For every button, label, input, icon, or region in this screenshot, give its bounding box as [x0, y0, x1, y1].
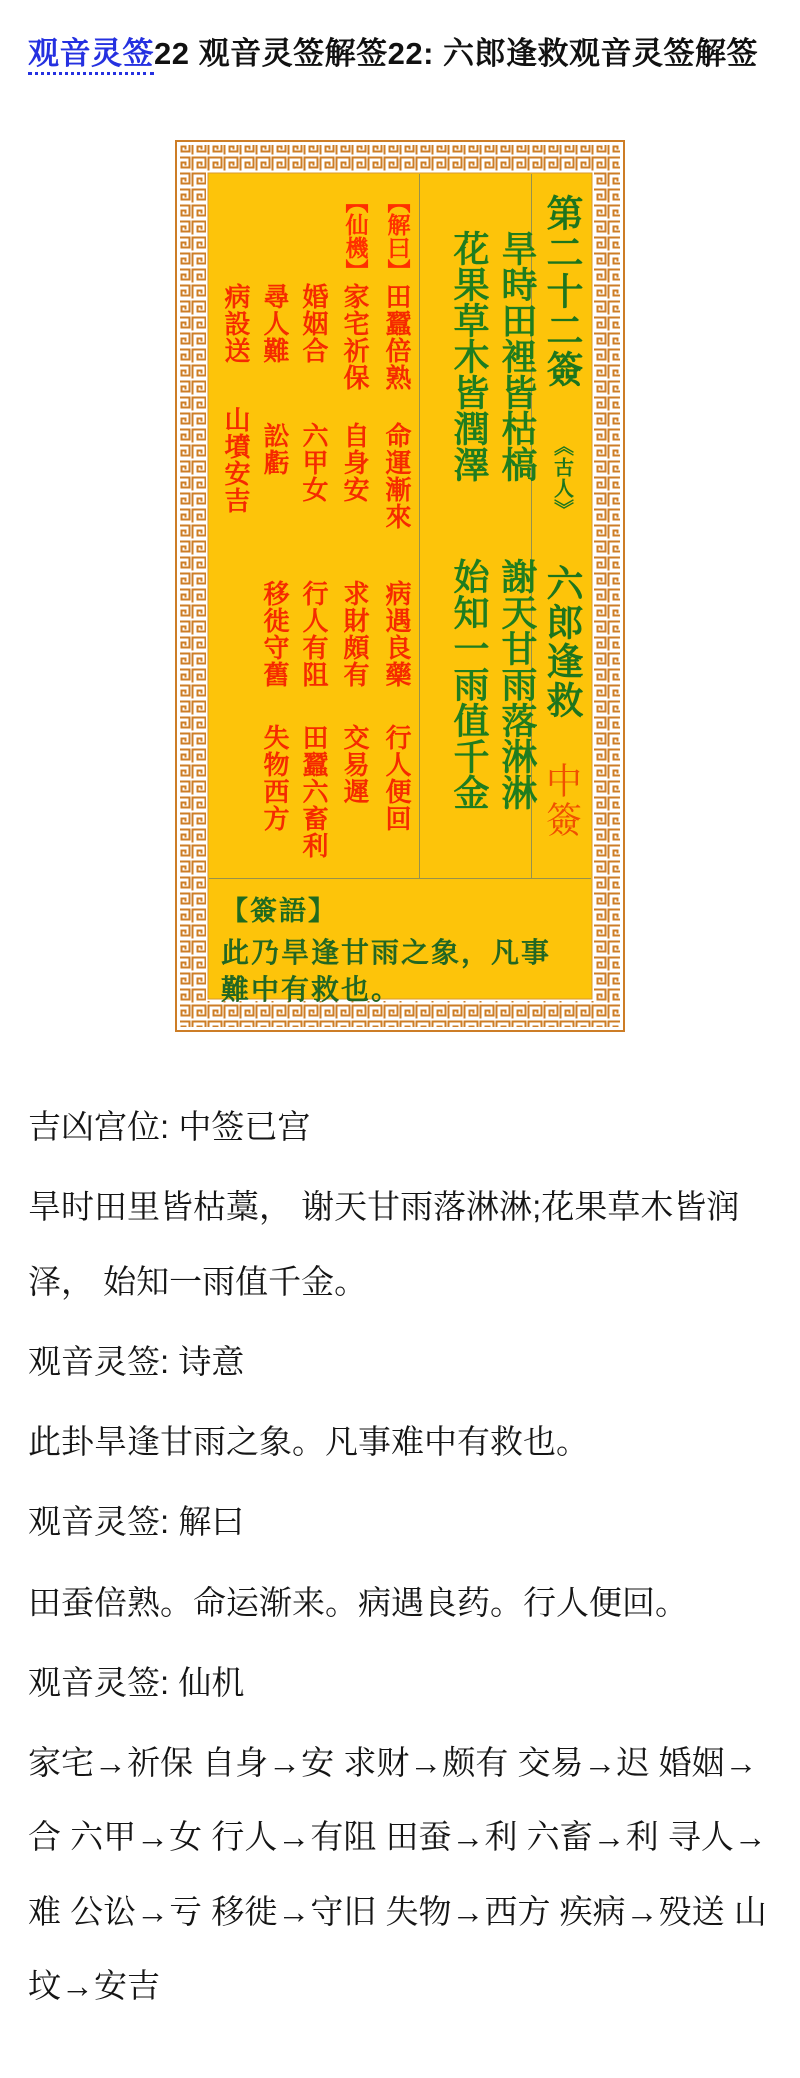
xianji-item: 訟虧 — [260, 422, 290, 476]
card-title-column — [532, 174, 591, 878]
card-jieyue-xianji-section — [209, 174, 420, 878]
jieyue-item: 田蠶倍熟 — [382, 283, 412, 391]
xianji-item: 移徙守舊 — [260, 580, 290, 688]
poem-line: 旱時田裡皆枯槁 — [497, 230, 538, 482]
xianji-item: 田蠶六畜利 — [299, 724, 329, 859]
sign-grade: 中簽 — [541, 762, 583, 840]
xianji-header: 【仙機】 — [342, 190, 369, 282]
xianji-item: 求財頗有 — [340, 580, 370, 688]
card-qianyu-section — [209, 878, 591, 1005]
jieyue-label: 观音灵签: 解曰 — [28, 1503, 245, 1541]
card-top-area — [209, 174, 591, 878]
qianyu-text: 此乃旱逢甘雨之象，凡事難中有救也。 — [221, 937, 552, 1005]
xianji-item: 失物西方 — [260, 724, 290, 832]
xianji-item: 自身安 — [340, 422, 370, 503]
gongwei-line: 吉凶宫位: 中签已宫 — [28, 1108, 311, 1145]
card-inner — [209, 174, 591, 1005]
page-title-rest: 22 观音灵签解签22: 六郎逢救观音灵签解签 — [154, 36, 759, 71]
xianji-item: 婚姻合 — [299, 283, 329, 364]
xianji-item: 山墳安吉 — [221, 406, 251, 514]
jieyue-item: 命運漸來 — [382, 422, 412, 530]
xianji-item: 尋人難 — [260, 283, 290, 364]
page-title — [28, 30, 772, 78]
sign-story: 六郎逢救 — [541, 564, 582, 720]
qianyu-header: 【簽語】 — [221, 896, 337, 926]
sign-number: 第二十二簽 — [541, 194, 582, 389]
xianji-item: 行人有阻 — [299, 580, 329, 688]
xianji-item: 交易遲 — [340, 724, 370, 805]
article-content — [28, 1090, 772, 2023]
verse-paragraph: 旱时田里皆枯藁， 谢天甘雨落淋淋;花果草木皆润泽， 始知一雨值千金。 — [28, 1188, 740, 1300]
jieyue-text: 田蚕倍熟。命运渐来。病遇良药。行人便回。 — [28, 1583, 688, 1621]
xianji-text: 家宅→祈保 自身→安 求财→颇有 交易→迟 婚姻→合 六甲→女 行人→有阻 田蚕→利 六畜→利 寻人→难 公讼→亏 移徙→守旧 失物→西方 疾病→殁送 山坟→安吉 — [28, 1744, 767, 2004]
fortune-card — [175, 140, 625, 1032]
xianji-label: 观音灵签: 仙机 — [28, 1663, 245, 1701]
xianji-column-seek — [254, 174, 296, 878]
xianji-column-house — [334, 174, 376, 878]
xianji-item: 六甲女 — [299, 422, 329, 503]
poem-line: 謝天甘雨落淋淋 — [497, 558, 538, 810]
jieyue-column — [376, 174, 418, 878]
shiyi-label: 观音灵签: 诗意 — [28, 1342, 245, 1380]
guanyin-lingqian-link[interactable]: 观音灵签 — [28, 36, 154, 75]
xianji-item: 病設送 — [221, 283, 251, 364]
jieyue-header: 【解曰】 — [384, 190, 411, 282]
poem-column-2 — [448, 174, 490, 878]
card-poem-section — [420, 174, 538, 878]
xianji-column-illness — [215, 174, 257, 878]
guren-label: 《古人》 — [550, 436, 573, 520]
xianji-item: 家宅祈保 — [340, 283, 370, 391]
jieyue-item: 病遇良藥 — [382, 580, 412, 688]
poem-line: 始知一雨值千金 — [449, 558, 490, 810]
xianji-column-marriage — [293, 174, 335, 878]
poem-line: 花果草木皆潤澤 — [449, 230, 490, 482]
shiyi-text: 此卦旱逢甘雨之象。凡事难中有救也。 — [28, 1423, 589, 1460]
jieyue-item: 行人便回 — [382, 724, 412, 832]
